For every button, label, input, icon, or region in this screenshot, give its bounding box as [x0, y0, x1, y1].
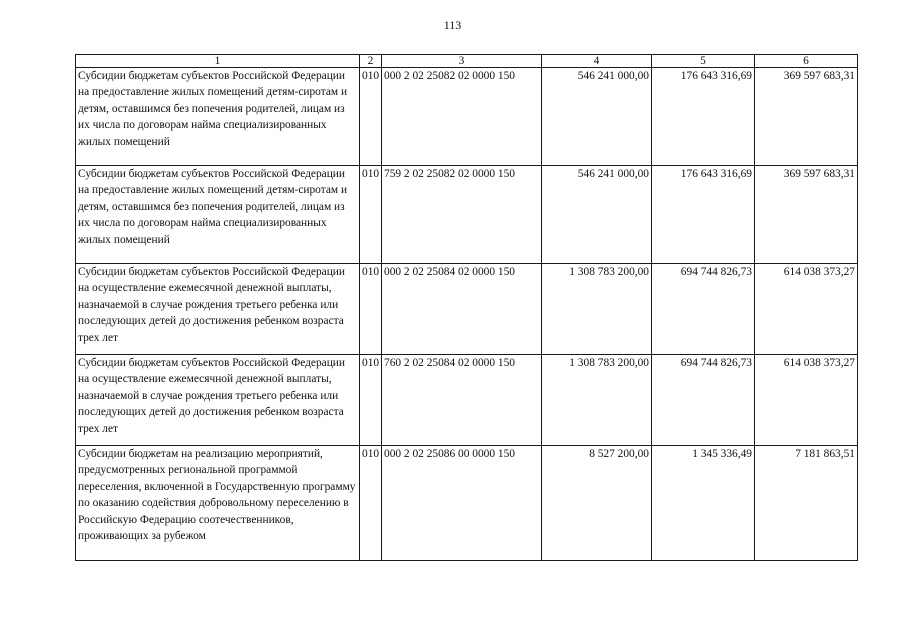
row-value-col5: 176 643 316,69 — [652, 68, 755, 166]
table-row — [76, 166, 858, 264]
row-value-col6: 369 597 683,31 — [755, 68, 858, 166]
row-classification-code: 760 2 02 25084 02 0000 150 — [382, 355, 542, 446]
row-classification-code: 759 2 02 25082 02 0000 150 — [382, 166, 542, 264]
row-value-col6: 369 597 683,31 — [755, 166, 858, 264]
row-classification-code: 000 2 02 25086 00 0000 150 — [382, 446, 542, 561]
row-code: 010 — [360, 264, 382, 355]
page-number: 113 — [443, 18, 462, 32]
header-col-2: 2 — [360, 55, 382, 68]
row-value-col6: 614 038 373,27 — [755, 355, 858, 446]
header-col-1: 1 — [76, 55, 360, 68]
row-description: Субсидии бюджетам субъектов Российской Федерации на предоставление жилых помещений детям-сиротам и детям, оставшимся без попечения родителей, лицам из их числа по договорам найма специализированных жилых помещений — [76, 68, 360, 166]
table-row — [76, 446, 858, 561]
row-value-col4: 546 241 000,00 — [542, 166, 652, 264]
row-description: Субсидии бюджетам субъектов Российской Федерации на осуществление ежемесячной денежной выплаты, назначаемой в случае рождения третьего ребенка или последующих детей до достижения ребенком возраста трех лет — [76, 355, 360, 446]
row-code: 010 — [360, 166, 382, 264]
table-row — [76, 355, 858, 446]
row-classification-code: 000 2 02 25082 02 0000 150 — [382, 68, 542, 166]
header-row — [76, 55, 858, 68]
row-value-col5: 176 643 316,69 — [652, 166, 755, 264]
header-col-3: 3 — [382, 55, 542, 68]
row-code: 010 — [360, 355, 382, 446]
row-value-col4: 546 241 000,00 — [542, 68, 652, 166]
row-description: Субсидии бюджетам субъектов Российской Федерации на осуществление ежемесячной денежной выплаты, назначаемой в случае рождения третьего ребенка или последующих детей до достижения ребенком возраста трех лет — [76, 264, 360, 355]
row-description: Субсидии бюджетам субъектов Российской Федерации на предоставление жилых помещений детям-сиротам и детям, оставшимся без попечения родителей, лицам из их числа по договорам найма специализированных жилых помещений — [76, 166, 360, 264]
header-col-5: 5 — [652, 55, 755, 68]
header-col-4: 4 — [542, 55, 652, 68]
row-value-col4: 8 527 200,00 — [542, 446, 652, 561]
header-col-6: 6 — [755, 55, 858, 68]
row-code: 010 — [360, 446, 382, 561]
budget-table — [75, 54, 858, 561]
row-description: Субсидии бюджетам на реализацию мероприятий, предусмотренных региональной программой переселения, включенной в Государственную программу по оказанию содействия добровольному переселению в Российскую Федерацию соотечественников, проживающих за рубежом — [76, 446, 360, 561]
row-value-col5: 1 345 336,49 — [652, 446, 755, 561]
row-value-col5: 694 744 826,73 — [652, 264, 755, 355]
row-classification-code: 000 2 02 25084 02 0000 150 — [382, 264, 542, 355]
row-code: 010 — [360, 68, 382, 166]
row-value-col5: 694 744 826,73 — [652, 355, 755, 446]
table-row — [76, 68, 858, 166]
row-value-col4: 1 308 783 200,00 — [542, 355, 652, 446]
table-row — [76, 264, 858, 355]
row-value-col6: 614 038 373,27 — [755, 264, 858, 355]
row-value-col4: 1 308 783 200,00 — [542, 264, 652, 355]
row-value-col6: 7 181 863,51 — [755, 446, 858, 561]
